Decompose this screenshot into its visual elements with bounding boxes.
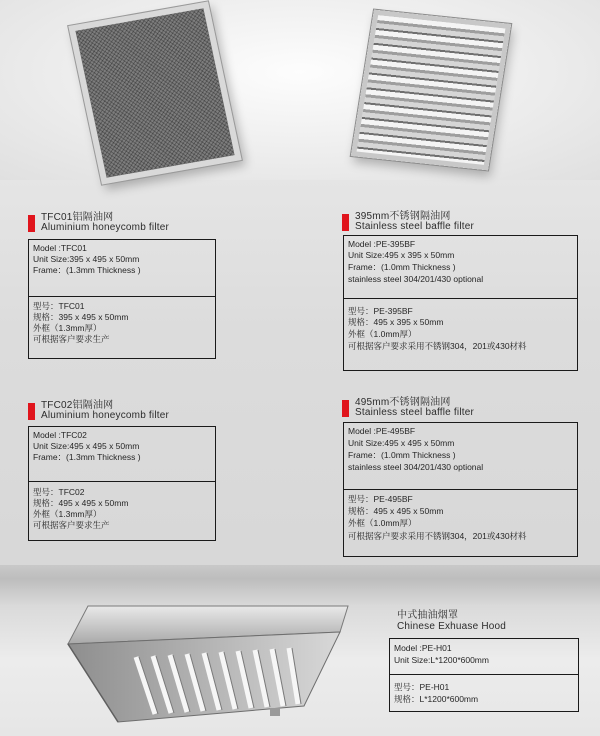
- tfc01-title-cn: TFC01铝隔油网: [41, 212, 114, 223]
- spec-line: Model :TFC01: [33, 243, 87, 253]
- spec-line: Frame：(1.3mm Thickness ): [33, 452, 141, 462]
- pe395-spec-en: [344, 236, 577, 298]
- pe395-spec-cn: [344, 298, 577, 370]
- spec-line: 规格：495 x 395 x 50mm: [348, 317, 444, 327]
- pe495-spec-cn: [344, 489, 577, 556]
- spec-line: 外框（1.3mm厚）: [33, 509, 102, 519]
- red-marker-icon: [342, 214, 349, 231]
- tfc01-spec-box: [28, 239, 216, 359]
- spec-line: 规格：495 x 495 x 50mm: [348, 506, 444, 516]
- spec-line: 外框（1.0mm厚）: [348, 329, 417, 339]
- stainless-baffle-filter-image: [351, 10, 511, 171]
- spec-line: 规格：395 x 495 x 50mm: [33, 312, 129, 322]
- pe395-title-cn: 395mm不锈钢隔油网: [355, 211, 451, 222]
- spec-line: Model :TFC02: [33, 430, 87, 440]
- spec-line: 可根据客户要求采用不锈钢304，201或430材料: [348, 531, 527, 541]
- tfc01-title-en: Aluminium honeycomb filter: [41, 222, 170, 233]
- peh01-title-en: Chinese Exhuase Hood: [397, 621, 507, 632]
- tfc01-spec-cn: [29, 296, 215, 358]
- spec-line: 型号：PE-H01: [394, 682, 450, 692]
- spec-line: 规格：495 x 495 x 50mm: [33, 498, 129, 508]
- spec-line: stainless steel 304/201/430 optional: [348, 274, 484, 284]
- spec-line: Frame：(1.3mm Thickness ): [33, 265, 141, 275]
- tfc01-spec-en: [29, 240, 215, 296]
- spec-line: Model :PE-395BF: [348, 239, 416, 249]
- pe395-title-en: Stainless steel baffle filter: [355, 221, 475, 232]
- spec-line: Frame：(1.0mm Thickness ): [348, 450, 456, 460]
- tfc02-spec-box: [28, 426, 216, 541]
- pe495-title-cn: 495mm不锈钢隔油网: [355, 397, 451, 408]
- red-marker-icon: [28, 215, 35, 232]
- tfc02-title-en: Aluminium honeycomb filter: [41, 410, 170, 421]
- pe395-spec-box: [343, 235, 578, 371]
- spec-line: 型号：TFC02: [33, 487, 85, 497]
- peh01-spec-cn: [390, 674, 578, 711]
- spec-line: 型号：PE-495BF: [348, 494, 413, 504]
- tfc02-title-cn: TFC02铝隔油网: [41, 400, 114, 411]
- pe495-spec-box: [343, 422, 578, 557]
- spec-line: 可根据客户要求生产: [33, 520, 110, 530]
- peh01-title-cn: 中式抽油烟罩: [397, 610, 459, 621]
- spec-line: Unit Size:395 x 495 x 50mm: [33, 254, 140, 264]
- red-marker-icon: [28, 403, 35, 420]
- spec-line: 外框（1.3mm厚）: [33, 323, 102, 333]
- pe495-spec-en: [344, 423, 577, 489]
- peh01-spec-en: [390, 639, 578, 674]
- red-marker-icon: [342, 400, 349, 417]
- spec-line: Unit Size:495 x 495 x 50mm: [33, 441, 140, 451]
- exhaust-hood-image: [58, 594, 358, 729]
- pe495-title-en: Stainless steel baffle filter: [355, 407, 475, 418]
- spec-line: Unit Size:L*1200*600mm: [394, 655, 489, 665]
- spec-line: 外框（1.0mm厚）: [348, 518, 417, 528]
- spec-line: 型号：PE-395BF: [348, 306, 413, 316]
- spec-line: Unit Size:495 x 395 x 50mm: [348, 250, 455, 260]
- spec-line: Model :PE-495BF: [348, 426, 416, 436]
- spec-line: 可根据客户要求生产: [33, 334, 110, 344]
- spec-line: 规格：L*1200*600mm: [394, 694, 479, 704]
- spec-line: 可根据客户要求采用不锈钢304，201或430材料: [348, 341, 527, 351]
- peh01-spec-box: [389, 638, 579, 712]
- spec-line: stainless steel 304/201/430 optional: [348, 462, 484, 472]
- tfc02-spec-cn: [29, 481, 215, 540]
- spec-line: Frame：(1.0mm Thickness ): [348, 262, 456, 272]
- spec-line: Unit Size:495 x 495 x 50mm: [348, 438, 455, 448]
- spec-line: 型号：TFC01: [33, 301, 85, 311]
- tfc02-spec-en: [29, 427, 215, 481]
- spec-line: Model :PE-H01: [394, 643, 452, 653]
